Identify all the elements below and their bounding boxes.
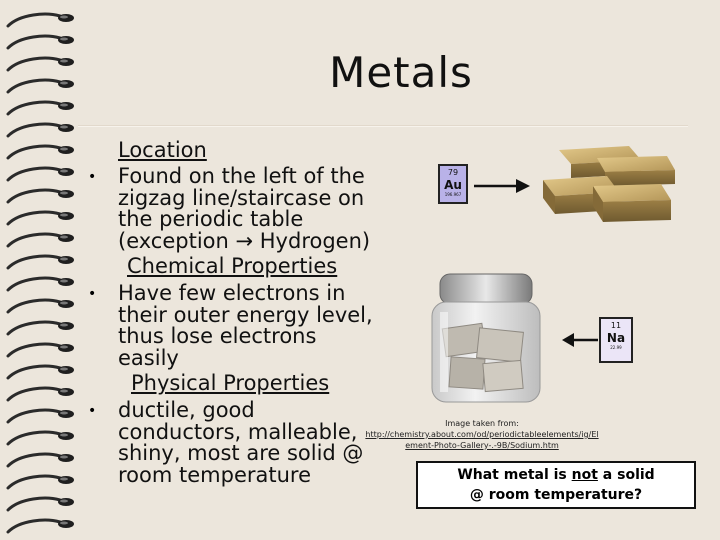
spiral-ring-icon [8,58,74,70]
spiral-ring-icon [8,80,74,92]
text-line: room temperature [118,462,311,487]
text-line: Found on the left of the [118,164,365,188]
image-credit [362,418,602,451]
slide-title: Metals [329,48,473,97]
physical-text [118,400,363,486]
question-emphasis: not [571,467,598,483]
bullet-physical: • [88,403,97,419]
text-line: conductors, malleable, [118,419,358,444]
question-line1 [422,465,690,485]
gold-bars-image [537,140,677,232]
spiral-ring-icon [8,212,74,224]
title-divider [78,125,688,127]
arrow-left-icon [560,330,600,350]
credit-link-line2[interactable]: ement-Photo-Gallery-.-9B/Sodium.htm [405,441,559,450]
heading-chemical-properties: Chemical Properties [127,254,338,278]
sodium-jar-image [420,268,552,408]
spiral-ring-icon [8,234,74,246]
spiral-ring-icon [8,476,74,488]
sodium-element-box [599,317,633,363]
question-part2: a solid [597,467,655,483]
spiral-ring-icon [8,498,74,510]
text-line: their outer energy level, [118,302,373,327]
question-box [416,461,696,509]
spiral-ring-icon [8,146,74,158]
spiral-ring-icon [8,366,74,378]
bullet-chemical: • [88,286,97,302]
spiral-ring-icon [8,410,74,422]
text-line: the periodic table [118,207,304,231]
chemical-text [118,283,373,369]
sodium-atomic-number: 11 [610,321,622,330]
text-line: ductile, good [118,398,255,422]
spiral-ring-icon [8,256,74,268]
spiral-ring-icon [8,190,74,202]
spiral-ring-icon [8,388,74,400]
spiral-ring-icon [8,322,74,334]
bullet-location: • [88,169,97,185]
arrow-right-icon [472,176,532,196]
spiral-ring-icon [8,300,74,312]
sodium-atomic-mass: 22.99 [610,345,622,350]
spiral-binding-icon [0,0,82,540]
spiral-ring-icon [8,14,74,26]
text-line: shiny, most are solid @ [118,441,364,465]
spiral-ring-icon [8,520,74,532]
question-line2: @ room temperature? [469,487,643,503]
text-line: thus lose electrons [118,324,317,348]
spiral-ring-icon [8,432,74,444]
text-line: zigzag line/staircase on [118,185,365,210]
gold-atomic-mass: 196.967 [444,192,462,197]
gold-atomic-number: 79 [447,168,459,177]
spiral-ring-icon [8,278,74,290]
spiral-ring-icon [8,168,74,180]
gold-symbol: Au [444,178,462,192]
spiral-ring-icon [8,344,74,356]
spiral-ring-icon [8,102,74,114]
text-line: (exception → Hydrogen) [118,228,371,253]
question-part1: What metal is [457,467,572,483]
sodium-symbol: Na [606,331,626,345]
gold-element-box [438,164,468,204]
spiral-ring-icon [8,36,74,48]
heading-location: Location [118,138,207,162]
spiral-ring-icon [8,124,74,136]
text-line: easily [118,345,179,370]
credit-label: Image taken from: [445,419,519,428]
location-text [118,166,370,252]
text-line: Have few electrons in [118,281,346,305]
credit-link-line1[interactable]: http://chemistry.about.com/od/periodictableelements/ig/El [365,430,599,439]
spiral-ring-icon [8,454,74,466]
heading-physical-properties: Physical Properties [131,371,330,395]
